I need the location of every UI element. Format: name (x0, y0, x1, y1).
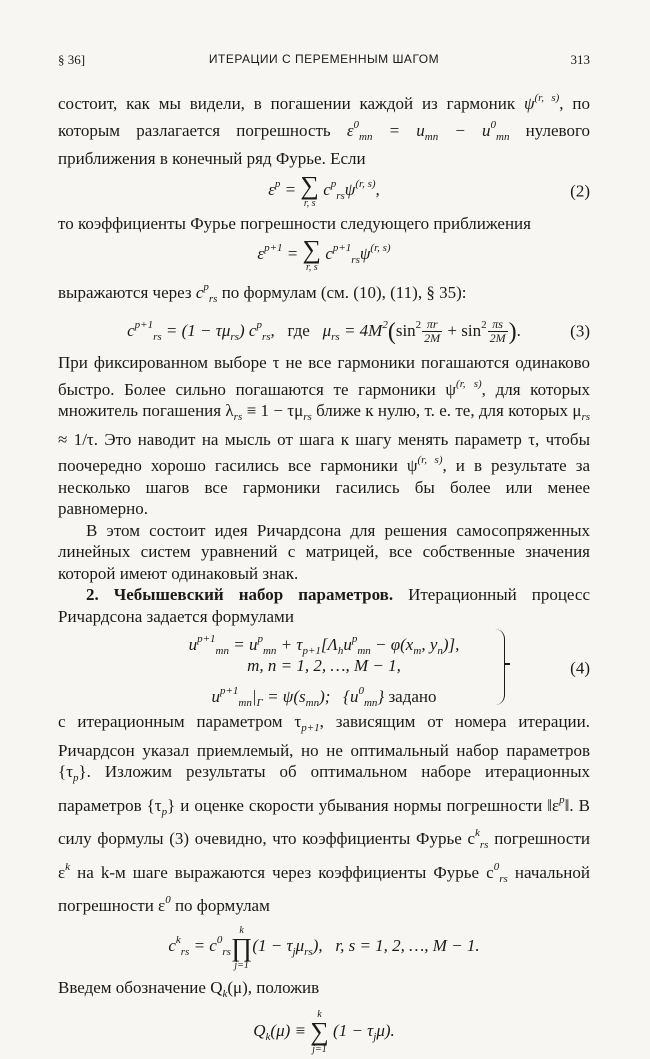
equation-number-3: (3) (570, 321, 590, 341)
right-brace (494, 629, 505, 705)
page-number: 313 (570, 52, 590, 67)
equation-2: $\varepsilon^p$ = ∑ r, s $c^p_{rs}\psi^{(r, s)}$, (2) (268, 170, 590, 209)
equation-product: $c^k_{rs} = c^0_{rs}$ k ∏ j=1 $(1 - \tau_j\mu_{rs})$, r, s = 1, 2, …, M − 1. (168, 924, 480, 971)
paragraph-8: Введем обозначение $Q_k(\mu)$, положив (58, 977, 320, 1000)
paragraph-7: с итерационным параметром $\tau_{p+1}$, зависящим от номера итерации. Ричардсон указал приемлемый, но не оптимальный набор параметров $\{\tau_p\}$. Изложим результаты об оптимальном наборе итерационных параметров $\{\tau_p\}$ и оценке скорости убывания нормы погрешности $‖\varepsilon^p‖$. В силу формулы (3) очевидно, что коэффициенты Фурье $c^k_{rs}$ погрешности $\varepsilon^k$ на k-м шаге выражаются через коэффициенты Фурье $c^0_{rs}$ начальной погрешности $\varepsilon^0$ по формулам (58, 712, 590, 915)
header-section: § 36] (58, 52, 86, 67)
running-header (58, 52, 590, 72)
page-body (58, 88, 590, 1059)
equation-3: $c^{p+1}_{rs} = (1 - \tau\mu_{rs})$ $c^p_{rs}$, где $\mu_{rs} = 4M^2(\sin^2$ $\frac{\pi r}{2M}$ + $\sin^2$ $\frac{\pi s}{2M}$ ). (3) (127, 317, 590, 346)
equation-number-4: (4) (570, 658, 590, 678)
header-title: ИТЕРАЦИИ С ПЕРЕМЕННЫМ ШАГОМ (208, 52, 440, 66)
paragraph-6: 2. Чебышевский набор параметров. Итерационный процесс Ричардсона задается формулами (58, 585, 590, 626)
paragraph-3: выражаются через $c^p_{rs}$ по формулам (см. (10), (11), § 35): (58, 281, 467, 305)
paragraph-4: При фиксированном выборе τ не все гармоники погашаются одинаково быстро. Более сильно погашаются те гармоники $\psi^{(r, s)}$, для которых множитель погашения $\lambda_{rs} \equiv 1 - \tau\mu_{rs}$ ближе к нулю, т. е. те, для которых $\mu_{rs} \approx 1/\tau$. Это наводит на мысль от шага к шагу менять параметр τ, чтобы поочередно хорошо гасились все гармоники $\psi^{(r, s)}$, и в результате за несколько шагов все гармоники гасились бы более или менее равномерно. (58, 353, 591, 518)
paragraph-2: то коэффициенты Фурье погрешности следующего приближения (58, 213, 531, 233)
equation-next-approx: $\varepsilon^{p+1}$ = ∑ r, s $c^{p+1}_{rs}\psi^{(r, s)}$ (257, 235, 391, 273)
equation-Q: $Q_k(\mu)$ ≡ k ∑ j=1 $(1 - \tau_j\mu)$. (253, 1009, 395, 1055)
paragraph-1: состоит, как мы видели, в погашении каждой из гармоник $\psi^{(r, s)}$, по которым разлагается погрешность $\varepsilon^0_{mn} = u_{mn} - u^0_{mn}$ нулевого приближения в конечный ряд Фурье. Если (58, 92, 591, 168)
section-heading: 2. Чебышевский набор параметров. (86, 585, 394, 604)
equation-system-4: $u^{p+1}_{mn} = u^p_{mn} + \tau_{p+1}[\Lambda_hu^p_{mn} - \varphi(x_m$, $y_n$)], m, n = 1, 2, …, M − 1, $u^{p+1}_{mn}|_\Gamma = \psi(s_{mn})$; $\{u^0_{mn}\}$ задано (4) (58, 629, 590, 707)
equation-number-2: (2) (570, 181, 590, 201)
paragraph-5: В этом состоит идея Ричардсона для решения самосопряженных линейных систем уравнений с матрицей, все собственные значения которой имеют одинаковый знак. (58, 520, 590, 583)
